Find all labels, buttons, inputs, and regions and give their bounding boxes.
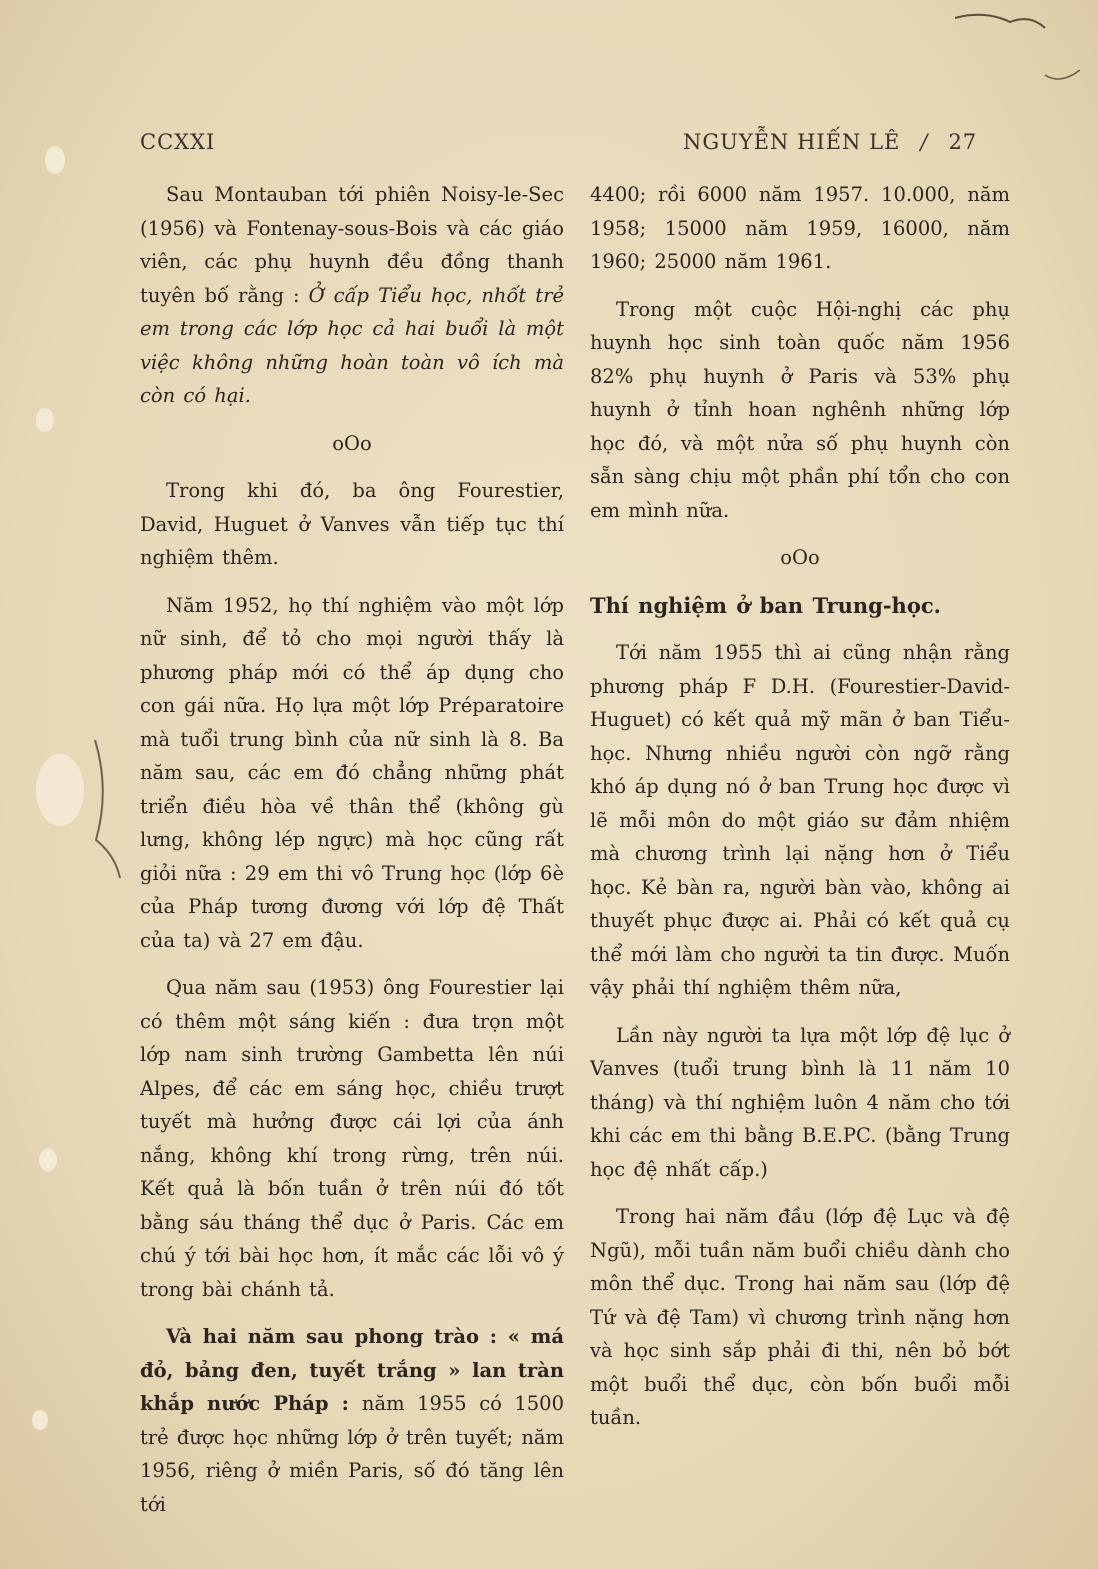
chapter-number: CCXXI: [140, 130, 216, 154]
section-separator-2: oOo: [780, 546, 820, 569]
left-edge-tear-1: [45, 146, 65, 174]
paragraph-5: [140, 1320, 564, 1521]
page-number: 27: [948, 130, 978, 154]
left-edge-tear-3: [36, 754, 84, 826]
section-separator: oOo: [332, 431, 372, 455]
paragraph-6: Trong một cuộc Hội-nghị các phụ huynh học sinh toàn quốc năm 1956 82% phụ huynh ở Paris và 53% phụ huynh ở tỉnh hoan nghênh những lớp học đó, và một nửa số phụ huynh còn sẵn sàng chịu một phần phí tổn cho con em mình nữa.: [590, 297, 1010, 522]
paragraph-1: [140, 178, 564, 413]
left-edge-tear-5: [32, 1410, 48, 1430]
paragraph-3: Năm 1952, họ thí nghiệm vào một lớp nữ sinh, để tỏ cho mọi người thấy là phương pháp mới có thể áp dụng cho con gái nữa. Họ lựa một lớp Préparatoire mà tuổi trung bình của nữ sinh là 8. Ba năm sau, các em đó chẳng những phát triển điều hòa về thân thể (không gù lưng, không lép ngực) mà học cũng rất giỏi nữa : 29 em thi vô Trung học (lớp 6è của Pháp tương đương với lớp đệ Thất của ta) và 27 em đậu.: [140, 593, 564, 952]
left-column: [140, 178, 564, 1535]
paragraph-5-rest: năm 1955 có 1500 trẻ được học những lớp ở trên tuyết; năm 1956, riêng ở miền Paris, số đó tăng lên tới: [140, 1392, 564, 1516]
right-column: [590, 178, 1010, 1449]
paragraph-continued: 4400; rồi 6000 năm 1957. 10.000, năm 1958; 15000 năm 1959, 16000, năm 1960; 25000 năm 1961.: [590, 183, 1010, 273]
section-heading: Thí nghiệm ở ban Trung-học.: [590, 592, 941, 618]
paragraph-1-lead: Sau Montauban tới phiên Noisy-le-Sec (1956) và Fontenay-sous-Bois và các giáo viên, các phụ huynh đều đồng thanh tuyên bố rằng :: [140, 183, 564, 307]
left-edge-tear-4: [39, 1148, 57, 1172]
paragraph-9: Trong hai năm đầu (lớp đệ Lục và đệ Ngũ), mỗi tuần năm buổi chiều dành cho môn thể dục. Trong hai năm sau (lớp đệ Tứ và đệ Tam) vì chương trình nặng hơn và học sinh sắp phải đi thi, nên bỏ bớt một buổi thể dục, còn bốn buổi mỗi tuần.: [590, 1205, 1010, 1429]
right-edge-scribble: [1045, 70, 1080, 79]
paragraph-7: Tới năm 1955 thì ai cũng nhận rằng phương pháp F D.H. (Fourestier-David-Huguet) có kết quả mỹ mãn ở ban Tiểu-học. Nhưng nhiều người còn ngỡ rằng khó áp dụng nó ở ban Trung học được vì lẽ mỗi môn do một giáo sư đảm nhiệm mà chương trình lại nặng hơn ở Tiểu học. Kẻ bàn ra, người bàn vào, không ai thuyết phục được ai. Phải có kết quả cụ thể mới làm cho người ta tin được. Muốn vậy phải thí nghiệm thêm nữa,: [590, 641, 1010, 999]
author-name: NGUYỄN HIẾN LÊ: [683, 130, 901, 154]
paragraph-2: Trong khi đó, ba ông Fourestier, David, Huguet ở Vanves vẫn tiếp tục thí nghiệm thêm.: [140, 479, 564, 569]
paragraph-5-bold: Và hai năm sau phong trào : « má đỏ, bảng đen, tuyết trắng » lan tràn khắp nước Pháp :: [140, 1325, 564, 1415]
left-edge-crack: [95, 740, 120, 878]
paragraph-1-quote: Ở cấp Tiểu học, nhốt trẻ em trong các lớp học cả hai buổi là một việc không những hoàn toàn vô ích mà còn có hại.: [140, 283, 564, 407]
left-edge-tear-2: [36, 408, 54, 432]
top-right-ink-mark: [955, 15, 1045, 28]
running-header: [683, 130, 977, 154]
header-separator: /: [920, 130, 929, 154]
paragraph-8: Lần này người ta lựa một lớp đệ lục ở Vanves (tuổi trung bình là 11 năm 10 tháng) và thí nghiệm luôn 4 năm cho tới khi các em thi bằng B.E.PC. (bằng Trung học đệ nhất cấp.): [590, 1023, 1010, 1181]
paragraph-4: Qua năm sau (1953) ông Fourestier lại có thêm một sáng kiến : đưa trọn một lớp nam sinh trường Gambetta lên núi Alpes, để các em sáng học, chiều trượt tuyết mà hưởng được cái lợi của ánh nắng, không khí trong rừng, trên núi. Kết quả là bốn tuần ở trên núi đó tốt bằng sáu tháng thể dục ở Paris. Các em chú ý tới bài học hơn, ít mắc các lỗi vô ý trong bài chánh tả.: [140, 976, 564, 1301]
